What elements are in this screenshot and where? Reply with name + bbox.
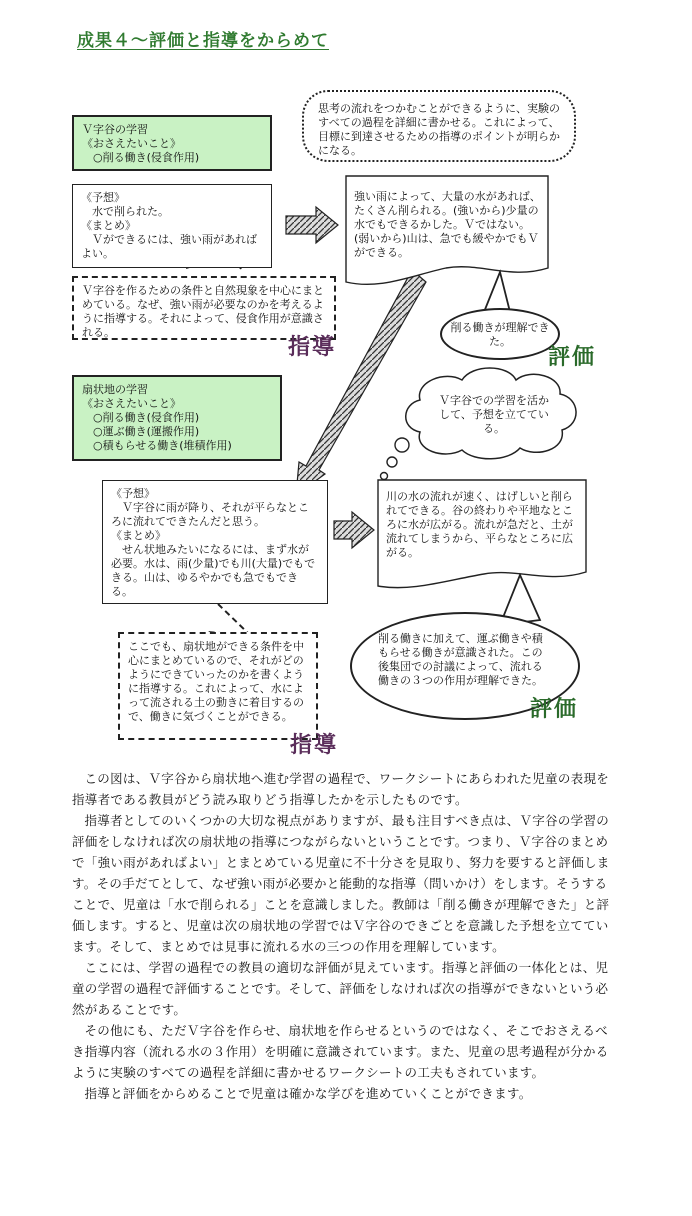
scroll-line: ○積もらせる働き(堆積作用) [82,439,232,452]
hyoka-label-2: 評価 [530,697,579,722]
worksheet-line: 《予想》 [81,191,125,204]
body-text [72,768,620,1104]
understanding-ellipse-1 [440,308,560,360]
shido-label-1: 指導 [288,335,337,360]
body-paragraph: ここには、学習の過程での教員の適切な評価が見えています。指導と評価の一体化とは、児童の学習の過程で評価することです。そして、評価をしなければ次の指導ができないという必然があることです。 [72,960,609,1017]
evaluation-wave-text-2: 川の水の流れが速く、はげしいと削られてできる。谷の終わりや平地なところに水が広がる。流れが急だと、土が流れてしまうから、平らなところに広がる。 [386,490,573,559]
body-paragraph: 指導者としてのいくつかの大切な視点がありますが、最も注目すべき点は、Ｖ字谷の学習の評価をしなければ次の扇状地の指導につながらないということです。つまり、Ｖ字谷のまとめで「強い雨があればよい」とまとめている児童に不十分さを見取り、努力を要すると評価します。その手だてとして、なぜ強い雨が必要かと能動的な指導（問いかけ）をします。そうすることで、児童は「水で削られる」ことを意識しました。教師は「削る働きが理解できた」と評価します。すると、児童は次の扇状地の学習ではＶ字谷のできごとを意識した予想を立てています。そして、まとめでは見事に流れる水の三つの作用を理解しています。 [72,813,610,954]
evaluation-wave-text-1: 強い雨によって、大量の水があれば、たくさん削られる。(強いから)少量の水でもできるかした。Ｖではない。(弱いから)山は、急でも緩やかでもＶができる。 [354,190,541,259]
ellipse-text: 削る働きが理解できた。 [450,321,550,348]
right-arrow-1 [286,207,338,243]
page-title: 成果４～評価と指導をからめて [77,31,329,51]
worksheet-line: Ｖができるには、強い雨があればよい。 [81,233,257,260]
scroll-line: 扇状地の学習 [82,383,148,396]
worksheet-line: 《まとめ》 [81,219,136,232]
scroll-line: ○削る働き(侵食作用) [82,411,200,424]
learning-goals-scroll-2 [72,375,282,461]
teacher-note-box-2 [118,632,318,740]
scroll-line: Ｖ字谷の学習 [82,123,148,136]
worksheet-line: 《まとめ》 [111,529,166,542]
thought-cloud-1 [302,90,576,162]
right-arrow-2 [334,512,374,548]
teacher-note-text: ここでも、扇状地ができる条件を中心にまとめているので、それがどのようにできていったのかを書くように指導する。これによって、水によって流される土の動きに着目するので、働きに気づくことができる。 [128,640,304,723]
hyoka-label-1: 評価 [548,345,597,370]
cloud-text-2: Ｖ字谷での学習を活かして、予想を立てている。 [439,394,549,435]
worksheet-line: せん状地みたいになるには、まず水が必要。水は、雨(少量)でも川(大量)でもできる。山は、ゆるやかでも急でもできる。 [111,543,316,598]
scroll-line: 《おさえたいこと》 [82,397,181,410]
scroll-line: 《おさえたいこと》 [82,137,181,150]
body-paragraph: 指導と評価をからめることで児童は確かな学びを進めていくことができます。 [84,1086,532,1101]
cloud-text: 思考の流れをつかむことができるように、実験のすべての過程を詳細に書かせる。これによって、目標に到達させるための指導のポイントが明らかになる。 [318,102,560,157]
teacher-note-text: Ｖ字谷を作るための条件と自然現象を中心にまとめている。なぜ、強い雨が必要なのかを考えるように指導する。それによって、侵食作用が意識される。 [82,284,324,339]
worksheet-line: Ｖ字谷に雨が降り、それが平らなところに流れてできたんだと思う。 [111,501,309,528]
shido-label-2: 指導 [290,733,339,758]
body-paragraph: その他にも、ただＶ字谷を作らせ、扇状地を作らせるというのではなく、そこでおさえるべき指導内容（流れる水の３作用）を明確に意識されています。また、児童の思考過程が分かるように実験のすべての過程を詳細に書かせるワークシートの工夫もされています。 [72,1023,609,1080]
student-worksheet-box-1 [72,184,272,268]
student-worksheet-box-2 [102,480,328,604]
scroll-line: ○削る働き(侵食作用) [82,151,200,164]
worksheet-line: 《予想》 [111,487,155,500]
scroll-line: ○運ぶ働き(運搬作用) [82,425,200,438]
body-paragraph: この図は、Ｖ字谷から扇状地へ進む学習の過程で、ワークシートにあらわれた児童の表現を指導者である教員がどう読み取りどう指導したかを示したものです。 [72,771,610,807]
learning-goals-scroll-1 [72,115,272,171]
ellipse-text: 削る働きに加えて、運ぶ働きや積もらせる働きが意識された。この後集団での討議によって、流れる働きの３つの作用が理解できた。 [378,632,543,687]
worksheet-line: 水で削られた。 [81,205,169,218]
